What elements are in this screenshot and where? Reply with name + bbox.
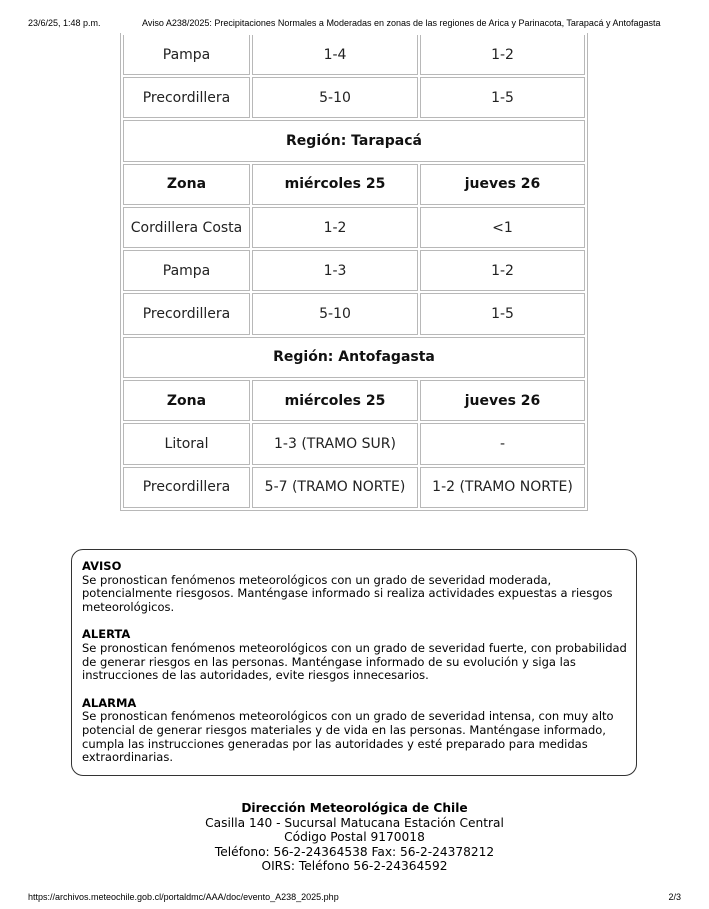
zone-cell: Pampa <box>123 250 250 291</box>
table-row <box>123 207 585 248</box>
table-row <box>123 35 585 75</box>
legend-description: Se pronostican fenómenos meteorológicos con un grado de severidad fuerte, con probabilidad de generar riesgos en las personas. Manténgase informado de su evolución y siga las instrucciones de las autoridades, evite riesgos innecesarios. <box>82 640 627 683</box>
print-document-title: Aviso A238/2025: Precipitaciones Normales a Moderadas en zonas de las regiones de Arica y Parinacota, Tarapacá y Antofagasta <box>142 18 661 28</box>
value-cell: 5-10 <box>252 293 418 334</box>
value-cell: 5-10 <box>252 77 418 118</box>
zone-cell: Pampa <box>123 35 250 75</box>
table-row <box>123 77 585 118</box>
table-row <box>123 467 585 508</box>
zone-cell: Cordillera Costa <box>123 207 250 248</box>
print-date: 23/6/25, 1:48 p.m. <box>28 18 101 28</box>
legend-title: ALARMA <box>82 695 137 710</box>
column-header-day1: miércoles 25 <box>252 380 418 421</box>
value-cell: 1-2 (TRAMO NORTE) <box>420 467 585 508</box>
print-url: https://archivos.meteochile.gob.cl/portaldmc/AAA/doc/evento_A238_2025.php <box>28 892 339 902</box>
table-header-row <box>123 380 585 421</box>
legend-title: ALERTA <box>82 627 131 642</box>
value-cell: 1-4 <box>252 35 418 75</box>
column-header-day2: jueves 26 <box>420 164 585 205</box>
column-header-day2: jueves 26 <box>420 380 585 421</box>
legend-description: Se pronostican fenómenos meteorológicos con un grado de severidad moderada, potencialmente riesgosos. Manténgase informado si realiza actividades expuestas a riesgos meteorológicos. <box>82 572 613 614</box>
value-cell: 1-2 <box>420 250 585 291</box>
region-heading-row <box>123 337 585 378</box>
legend-alerta <box>82 628 627 682</box>
postal-code-line: Código Postal 9170018 <box>284 830 425 845</box>
oirs-line: OIRS: Teléfono 56-2-24364592 <box>261 859 448 874</box>
value-cell: <1 <box>420 207 585 248</box>
page-number: 2/3 <box>668 892 681 902</box>
organization-name: Dirección Meteorológica de Chile <box>241 801 468 815</box>
legend-alarma <box>82 697 627 765</box>
value-cell: 1-2 <box>420 35 585 75</box>
column-header-zona: Zona <box>123 164 250 205</box>
column-header-zona: Zona <box>123 380 250 421</box>
value-cell: 1-5 <box>420 293 585 334</box>
value-cell: 1-5 <box>420 77 585 118</box>
zone-cell: Precordillera <box>123 77 250 118</box>
value-cell: 1-3 (TRAMO SUR) <box>252 423 418 464</box>
zone-cell: Precordillera <box>123 293 250 334</box>
precipitation-table <box>120 33 588 511</box>
region-heading-row <box>123 120 585 161</box>
column-header-day1: miércoles 25 <box>252 164 418 205</box>
legend-aviso <box>82 560 627 614</box>
phone-line: Teléfono: 56-2-24364538 Fax: 56-2-24378212 <box>214 844 495 859</box>
table-row <box>123 293 585 334</box>
severity-legend-box <box>71 549 637 776</box>
region-heading-tarapaca: Región: Tarapacá <box>123 120 585 161</box>
value-cell: 1-3 <box>252 250 418 291</box>
region-heading-antofagasta: Región: Antofagasta <box>123 337 585 378</box>
value-cell: - <box>420 423 585 464</box>
table-row <box>123 423 585 464</box>
value-cell: 1-2 <box>252 207 418 248</box>
zone-cell: Litoral <box>123 423 250 464</box>
value-cell: 5-7 (TRAMO NORTE) <box>252 467 418 508</box>
table-row <box>123 250 585 291</box>
legend-description: Se pronostican fenómenos meteorológicos con un grado de severidad intensa, con muy alto potencial de generar riesgos materiales y de vida en las personas. Manténgase informado, cumpla las instrucciones generadas por las autoridades y esté preparado para medidas extraordinarias. <box>82 709 614 765</box>
address-line: Casilla 140 - Sucursal Matucana Estación Central <box>205 815 504 830</box>
table-header-row <box>123 164 585 205</box>
contact-block <box>0 801 709 874</box>
legend-title: AVISO <box>82 559 122 573</box>
zone-cell: Precordillera <box>123 467 250 508</box>
